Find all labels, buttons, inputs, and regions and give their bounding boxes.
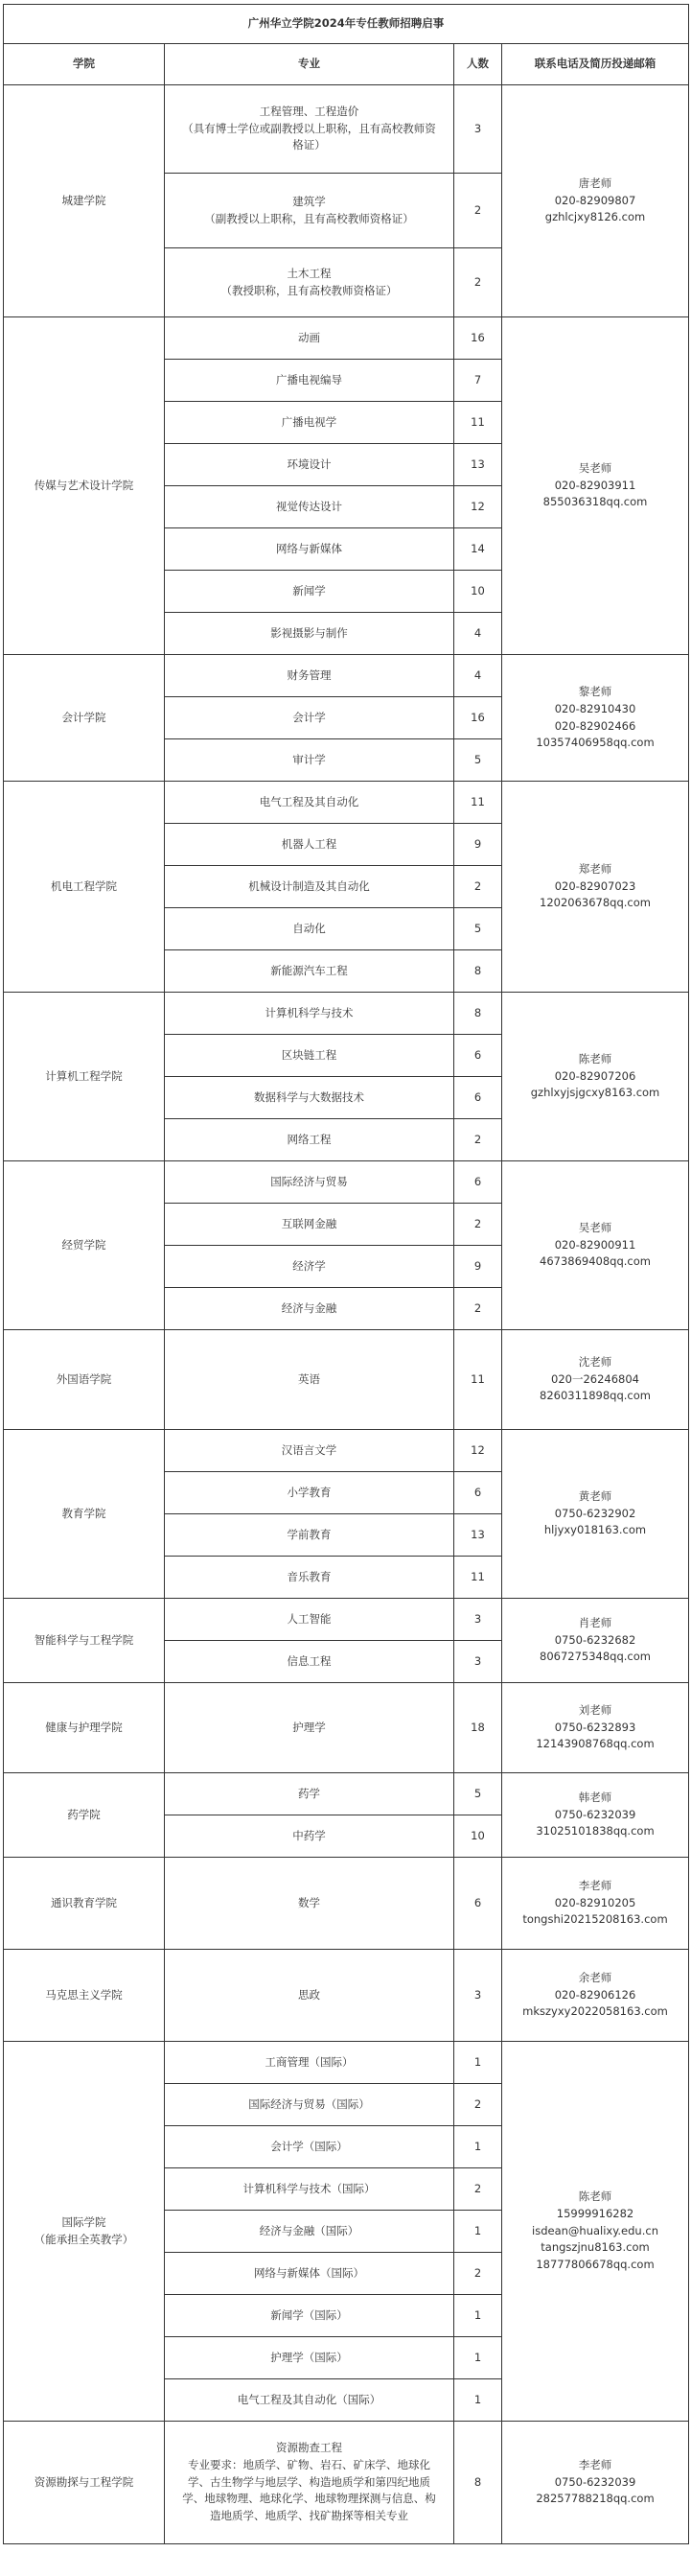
cell-line: 吴老师 — [578, 1220, 612, 1234]
contact-cell — [502, 317, 689, 655]
major-cell — [165, 2422, 454, 2544]
cell-line: 经济学 — [292, 1258, 326, 1273]
contact-cell — [502, 1683, 689, 1773]
cell-line: （副教授以上职称，且有高校教师资格证） — [204, 211, 414, 225]
count-cell: 5 — [454, 739, 502, 782]
major-cell — [165, 697, 454, 739]
college-name-cell — [4, 1430, 165, 1599]
cell-line: 专业要求：地质学、矿物、岩石、矿床学、地球化 — [188, 2457, 430, 2471]
cell-line: 国际学院 — [61, 2214, 106, 2229]
college-name-cell — [4, 993, 165, 1161]
header-row — [4, 44, 689, 85]
college-name-cell — [4, 1683, 165, 1773]
cell-line: 城建学院 — [61, 193, 106, 207]
table-row — [4, 1330, 689, 1430]
college-name-cell — [4, 85, 165, 317]
cell-line: 020-82906126 — [554, 1987, 636, 2002]
major-cell — [165, 1599, 454, 1641]
header-count: 人数 — [454, 44, 502, 85]
cell-line: 020-82900911 — [554, 1237, 636, 1252]
cell-line: 外国语学院 — [56, 1371, 112, 1386]
table-row — [4, 1858, 689, 1950]
count-cell: 1 — [454, 2295, 502, 2337]
major-cell — [165, 1683, 454, 1773]
table-row — [4, 317, 689, 360]
count-cell: 18 — [454, 1683, 502, 1773]
cell-line: 0750-6232893 — [554, 1720, 636, 1734]
count-cell: 2 — [454, 248, 502, 317]
major-cell — [165, 655, 454, 697]
count-cell: 2 — [454, 1204, 502, 1246]
cell-line: 造地质学、地质学、找矿勘探等相关专业 — [210, 2509, 408, 2523]
cell-line: 动画 — [298, 330, 320, 344]
cell-line: 建筑学 — [292, 194, 326, 208]
cell-line: 0750-6232902 — [554, 1506, 636, 1520]
major-cell — [165, 1950, 454, 2042]
count-cell: 3 — [454, 85, 502, 174]
cell-line: 855036318qq.com — [542, 495, 648, 509]
count-cell: 6 — [454, 1161, 502, 1204]
cell-line: 陈老师 — [578, 2189, 612, 2203]
cell-line: 环境设计 — [287, 457, 332, 471]
cell-line: 计算机科学与技术（国际） — [242, 2181, 376, 2195]
contact-cell — [502, 1773, 689, 1858]
cell-line: 8260311898qq.com — [540, 1389, 651, 1403]
recruitment-table — [3, 4, 689, 2544]
cell-line: 31025101838qq.com — [536, 1824, 655, 1838]
major-cell — [165, 1858, 454, 1950]
major-cell — [165, 613, 454, 655]
contact-cell — [502, 1599, 689, 1683]
cell-line: 经贸学院 — [61, 1237, 106, 1252]
header-contact: 联系电话及简历投递邮箱 — [502, 44, 689, 85]
cell-line: 通识教育学院 — [51, 1895, 117, 1909]
contact-cell — [502, 1858, 689, 1950]
cell-line: 广播电视编导 — [276, 372, 342, 386]
cell-line: 资源勘探与工程学院 — [34, 2474, 134, 2489]
college-name-cell — [4, 1161, 165, 1330]
cell-line: 视觉传达设计 — [276, 499, 342, 513]
count-cell: 9 — [454, 1246, 502, 1288]
major-cell — [165, 528, 454, 571]
cell-line: 音乐教育 — [287, 1569, 332, 1583]
count-cell: 6 — [454, 1472, 502, 1514]
count-cell: 2 — [454, 2168, 502, 2211]
cell-line: 汉语言文学 — [281, 1442, 337, 1457]
cell-line: gzhlcjxy8126.com — [544, 210, 646, 224]
cell-line: 区块链工程 — [281, 1047, 337, 1062]
cell-line: 李老师 — [578, 2457, 612, 2471]
table-row — [4, 782, 689, 824]
count-cell: 4 — [454, 613, 502, 655]
major-cell — [165, 1288, 454, 1330]
cell-line: isdean@hualixy.edu.cn — [532, 2223, 658, 2237]
count-cell: 11 — [454, 1557, 502, 1599]
cell-line: 会计学 — [292, 710, 326, 724]
count-cell: 12 — [454, 1430, 502, 1472]
contact-cell — [502, 85, 689, 317]
cell-line: 020-82910205 — [554, 1895, 636, 1909]
cell-line: 10357406958qq.com — [536, 736, 655, 750]
cell-line: 韩老师 — [578, 1790, 612, 1804]
major-cell — [165, 1815, 454, 1858]
major-cell — [165, 1119, 454, 1161]
cell-line: 0750-6232039 — [554, 1807, 636, 1821]
table-row — [4, 655, 689, 697]
cell-line: 会计学（国际） — [270, 2139, 348, 2153]
cell-line: tangszjnu8163.com — [541, 2240, 650, 2255]
count-cell: 14 — [454, 528, 502, 571]
cell-line: 电气工程及其自动化（国际） — [237, 2392, 381, 2406]
cell-line: 健康与护理学院 — [45, 1720, 123, 1734]
cell-line: 学、古生物学与地层学、构造地质学和第四纪地质 — [188, 2474, 430, 2489]
cell-line: 余老师 — [578, 1970, 612, 1984]
cell-line: 小学教育 — [287, 1485, 332, 1499]
cell-line: 人工智能 — [287, 1611, 332, 1626]
cell-line: 0750-6232039 — [554, 2474, 636, 2489]
major-cell — [165, 317, 454, 360]
cell-line: 经济与金融 — [281, 1300, 337, 1315]
count-cell: 11 — [454, 1330, 502, 1430]
cell-line: 机械设计制造及其自动化 — [248, 878, 370, 893]
cell-line: 计算机工程学院 — [45, 1068, 123, 1083]
cell-line: 020-82909807 — [554, 193, 636, 207]
major-cell — [165, 950, 454, 993]
cell-line: 工商管理（国际） — [265, 2054, 354, 2069]
count-cell: 2 — [454, 2253, 502, 2295]
contact-cell — [502, 2422, 689, 2544]
cell-line: 020一26246804 — [551, 1371, 639, 1386]
count-cell: 10 — [454, 1815, 502, 1858]
cell-line: 4673869408qq.com — [540, 1254, 651, 1269]
cell-line: 教育学院 — [61, 1506, 106, 1520]
count-cell: 1 — [454, 2211, 502, 2253]
major-cell — [165, 1035, 454, 1077]
table-row — [4, 1599, 689, 1641]
cell-line: 020-82907206 — [554, 1068, 636, 1083]
cell-line: 国际经济与贸易 — [270, 1174, 348, 1188]
cell-line: 计算机科学与技术 — [265, 1005, 354, 1019]
cell-line: tongshi20215208163.com — [522, 1912, 668, 1927]
cell-line: 护理学 — [292, 1720, 326, 1734]
major-cell — [165, 782, 454, 824]
table-row — [4, 993, 689, 1035]
college-name-cell — [4, 1599, 165, 1683]
cell-line: 吴老师 — [578, 460, 612, 475]
count-cell: 1 — [454, 2126, 502, 2168]
count-cell: 2 — [454, 174, 502, 248]
table-row — [4, 1161, 689, 1204]
cell-line: 020-82910430 — [554, 701, 636, 715]
cell-line: 资源勘查工程 — [276, 2440, 342, 2454]
cell-line: 经济与金融（国际） — [259, 2223, 359, 2237]
major-cell — [165, 1204, 454, 1246]
cell-line: （教授职称，且有高校教师资格证） — [220, 283, 398, 297]
count-cell: 16 — [454, 317, 502, 360]
count-cell: 3 — [454, 1641, 502, 1683]
contact-cell — [502, 1430, 689, 1599]
cell-line: 李老师 — [578, 1878, 612, 1892]
table-row — [4, 1430, 689, 1472]
college-name-cell — [4, 782, 165, 993]
contact-cell — [502, 1950, 689, 2042]
cell-line: 药学 — [298, 1786, 320, 1800]
count-cell: 10 — [454, 571, 502, 613]
cell-line: （能承担全英教学） — [34, 2232, 134, 2246]
cell-line: 思政 — [298, 1987, 320, 2002]
cell-line: 工程管理、工程造价 — [259, 104, 359, 118]
cell-line: 郑老师 — [578, 861, 612, 876]
major-cell — [165, 2126, 454, 2168]
cell-line: 学前教育 — [287, 1527, 332, 1541]
cell-line: 网络与新媒体（国际） — [254, 2265, 364, 2280]
cell-line: 12143908768qq.com — [536, 1737, 655, 1751]
major-cell — [165, 2295, 454, 2337]
table-row — [4, 2422, 689, 2544]
contact-cell — [502, 1330, 689, 1430]
cell-line: 数学 — [298, 1895, 320, 1909]
count-cell: 16 — [454, 697, 502, 739]
table-title: 广州华立学院2024年专任教师招聘启事 — [4, 5, 689, 44]
count-cell: 2 — [454, 866, 502, 908]
cell-line: 自动化 — [292, 921, 326, 935]
cell-line: 广播电视学 — [281, 414, 337, 429]
cell-line: 020-82903911 — [554, 478, 636, 492]
cell-line: 黎老师 — [578, 684, 612, 698]
major-cell — [165, 360, 454, 402]
college-name-cell — [4, 1858, 165, 1950]
cell-line: gzhlxyjsjgcxy8163.com — [530, 1086, 660, 1100]
cell-line: 020-82902466 — [554, 718, 636, 733]
cell-line: 传媒与艺术设计学院 — [34, 478, 134, 492]
count-cell: 6 — [454, 1858, 502, 1950]
table-row — [4, 1950, 689, 2042]
major-cell — [165, 2168, 454, 2211]
major-cell — [165, 1430, 454, 1472]
cell-line: 陈老师 — [578, 1051, 612, 1066]
cell-line: 电气工程及其自动化 — [259, 794, 359, 808]
title-row — [4, 5, 689, 44]
cell-line: 护理学（国际） — [270, 2350, 348, 2364]
count-cell: 1 — [454, 2042, 502, 2084]
count-cell: 3 — [454, 1599, 502, 1641]
count-cell: 12 — [454, 486, 502, 528]
cell-line: 土木工程 — [287, 266, 332, 280]
count-cell: 8 — [454, 993, 502, 1035]
major-cell — [165, 908, 454, 950]
cell-line: 中药学 — [292, 1828, 326, 1842]
cell-line: mkszyxy2022058163.com — [522, 2004, 668, 2019]
cell-line: 马克思主义学院 — [45, 1987, 123, 2002]
cell-line: 财务管理 — [287, 667, 332, 682]
college-name-cell — [4, 1330, 165, 1430]
cell-line: 黄老师 — [578, 1488, 612, 1503]
major-cell — [165, 739, 454, 782]
cell-line: 英语 — [298, 1371, 320, 1386]
count-cell: 4 — [454, 655, 502, 697]
cell-line: 互联网金融 — [281, 1216, 337, 1230]
cell-line: 国际经济与贸易（国际） — [248, 2096, 370, 2111]
cell-line: 格证） — [292, 138, 326, 152]
cell-line: 智能科学与工程学院 — [34, 1632, 134, 1647]
cell-line: 信息工程 — [287, 1653, 332, 1668]
major-cell — [165, 1077, 454, 1119]
contact-cell — [502, 782, 689, 993]
major-cell — [165, 2253, 454, 2295]
college-name-cell — [4, 2422, 165, 2544]
header-college: 学院 — [4, 44, 165, 85]
contact-cell — [502, 993, 689, 1161]
cell-line: （具有博士学位或副教授以上职称，且有高校教师资 — [182, 121, 436, 135]
count-cell: 13 — [454, 1514, 502, 1557]
cell-line: 数据科学与大数据技术 — [254, 1089, 364, 1104]
major-cell — [165, 1330, 454, 1430]
cell-line: 刘老师 — [578, 1702, 612, 1717]
cell-line: 唐老师 — [578, 176, 612, 190]
table-row — [4, 2042, 689, 2084]
college-name-cell — [4, 1950, 165, 2042]
cell-line: 审计学 — [292, 752, 326, 766]
major-cell — [165, 85, 454, 174]
cell-line: 影视摄影与制作 — [270, 625, 348, 640]
major-cell — [165, 2211, 454, 2253]
count-cell: 8 — [454, 2422, 502, 2544]
contact-cell — [502, 1161, 689, 1330]
college-name-cell — [4, 655, 165, 782]
cell-line: hljyxy018163.com — [543, 1523, 647, 1537]
major-cell — [165, 824, 454, 866]
count-cell: 11 — [454, 402, 502, 444]
college-name-cell — [4, 1773, 165, 1858]
major-cell — [165, 993, 454, 1035]
major-cell — [165, 248, 454, 317]
major-cell — [165, 2337, 454, 2379]
cell-line: 18777806678qq.com — [536, 2258, 655, 2272]
cell-line: 新闻学（国际） — [270, 2307, 348, 2322]
major-cell — [165, 1514, 454, 1557]
table-row — [4, 85, 689, 174]
cell-line: 肖老师 — [578, 1615, 612, 1629]
table-row — [4, 1683, 689, 1773]
cell-line: 网络与新媒体 — [276, 541, 342, 555]
cell-line: 1202063678qq.com — [540, 896, 651, 910]
count-cell: 1 — [454, 2337, 502, 2379]
college-name-cell — [4, 2042, 165, 2422]
major-cell — [165, 486, 454, 528]
major-cell — [165, 1641, 454, 1683]
major-cell — [165, 866, 454, 908]
major-cell — [165, 1773, 454, 1815]
table-row — [4, 1773, 689, 1815]
cell-line: 机电工程学院 — [51, 878, 117, 893]
count-cell: 2 — [454, 1288, 502, 1330]
cell-line: 学、地球物理、地球化学、地球物理探测与信息、构 — [182, 2492, 436, 2506]
major-cell — [165, 2084, 454, 2126]
college-name-cell — [4, 317, 165, 655]
cell-line: 机器人工程 — [281, 836, 337, 851]
contact-cell — [502, 2042, 689, 2422]
header-major: 专业 — [165, 44, 454, 85]
cell-line: 沈老师 — [578, 1354, 612, 1369]
major-cell — [165, 1246, 454, 1288]
major-cell — [165, 1472, 454, 1514]
count-cell: 6 — [454, 1077, 502, 1119]
table-body — [4, 85, 689, 2544]
cell-line: 28257788218qq.com — [536, 2492, 655, 2506]
count-cell: 5 — [454, 908, 502, 950]
cell-line: 药学院 — [67, 1807, 101, 1821]
count-cell: 8 — [454, 950, 502, 993]
contact-cell — [502, 655, 689, 782]
count-cell: 2 — [454, 1119, 502, 1161]
count-cell: 3 — [454, 1950, 502, 2042]
cell-line: 0750-6232682 — [554, 1632, 636, 1647]
count-cell: 6 — [454, 1035, 502, 1077]
count-cell: 2 — [454, 2084, 502, 2126]
count-cell: 11 — [454, 782, 502, 824]
major-cell — [165, 444, 454, 486]
major-cell — [165, 2042, 454, 2084]
major-cell — [165, 402, 454, 444]
cell-line: 网络工程 — [287, 1132, 332, 1146]
major-cell — [165, 2379, 454, 2422]
count-cell: 9 — [454, 824, 502, 866]
major-cell — [165, 1557, 454, 1599]
cell-line: 8067275348qq.com — [540, 1650, 651, 1664]
cell-line: 15999916282 — [556, 2206, 634, 2220]
major-cell — [165, 174, 454, 248]
count-cell: 5 — [454, 1773, 502, 1815]
count-cell: 13 — [454, 444, 502, 486]
cell-line: 020-82907023 — [554, 878, 636, 893]
major-cell — [165, 571, 454, 613]
count-cell: 7 — [454, 360, 502, 402]
major-cell — [165, 1161, 454, 1204]
cell-line: 新能源汽车工程 — [270, 963, 348, 977]
count-cell: 1 — [454, 2379, 502, 2422]
cell-line: 新闻学 — [292, 583, 326, 597]
cell-line: 会计学院 — [61, 710, 106, 724]
